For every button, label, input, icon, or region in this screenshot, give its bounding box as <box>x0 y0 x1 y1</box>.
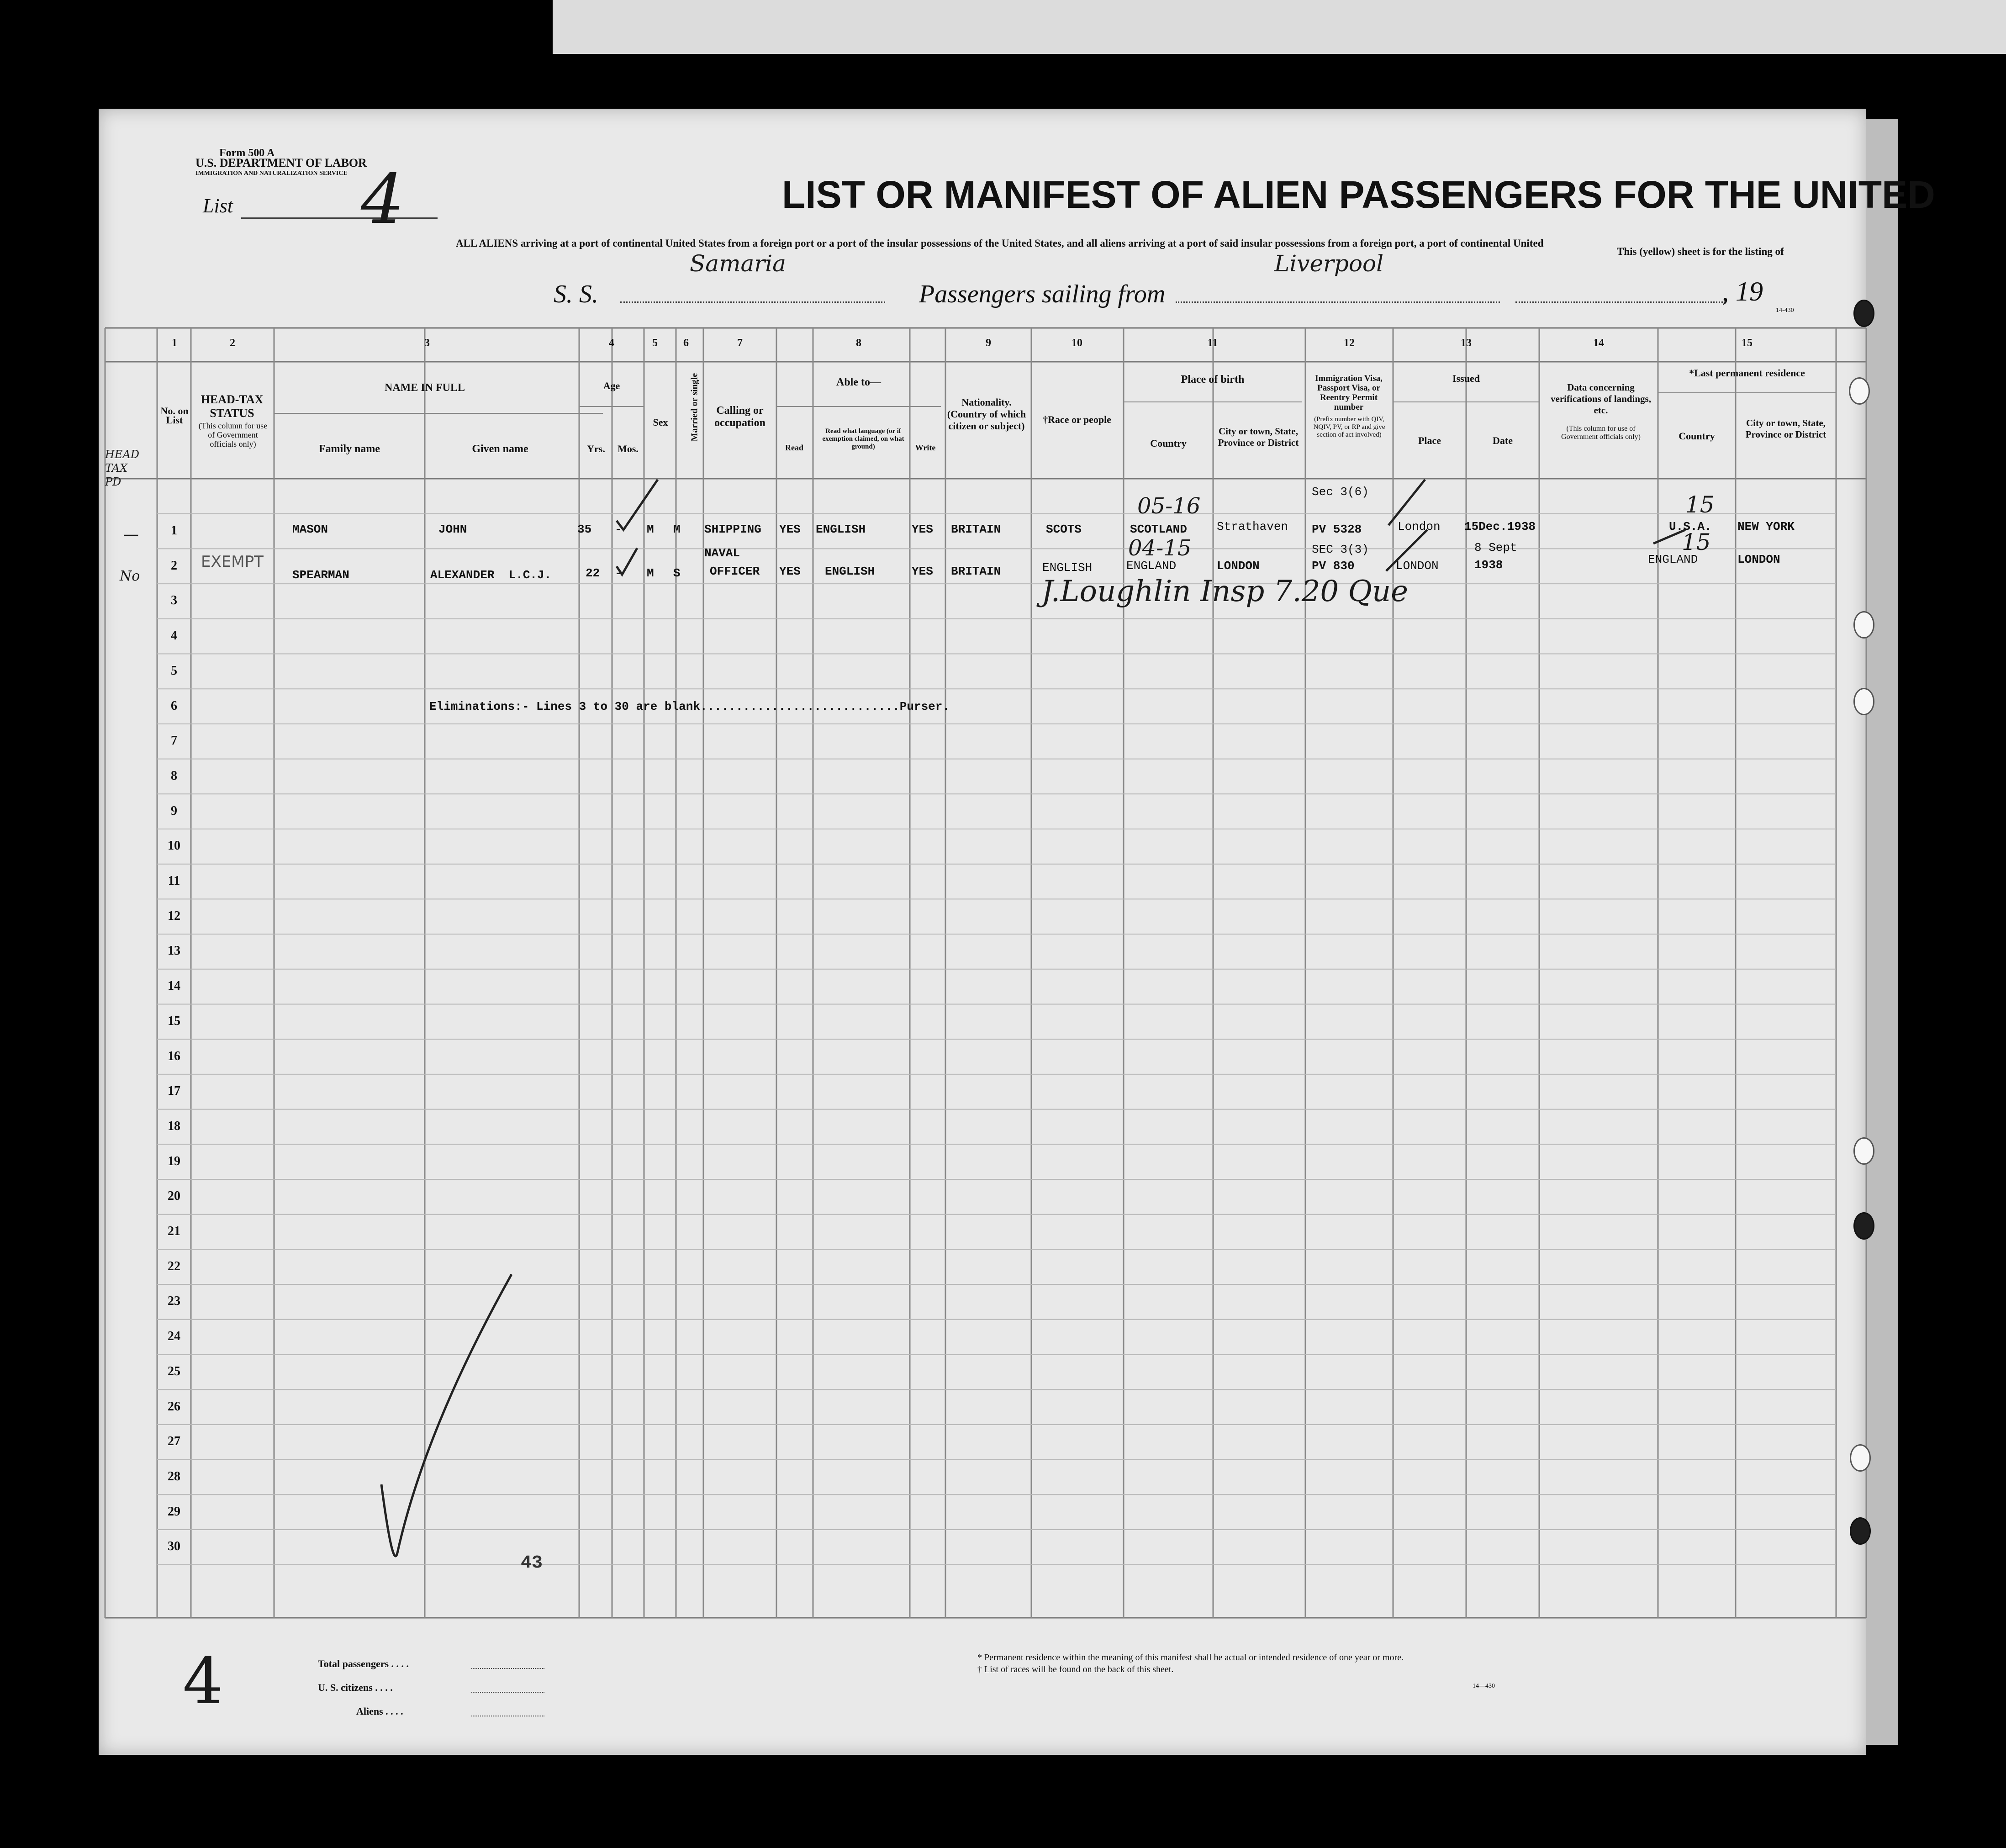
line-number: 18 <box>168 1119 180 1133</box>
issued-place: LONDON <box>1396 559 1439 573</box>
header-yrs: Yrs. <box>587 443 605 454</box>
residence-code: 15 <box>1685 491 1715 518</box>
line-number: 29 <box>168 1504 180 1519</box>
line-number: 4 <box>171 628 177 643</box>
list-number: 4 <box>361 160 405 239</box>
language: ENGLISH <box>825 565 875 578</box>
inspector-signature: J.Loughlin Insp 7.20 Que <box>1041 575 1409 608</box>
column-number: 6 <box>683 337 689 349</box>
header-write: Write <box>915 443 936 452</box>
header-race: †Race or people <box>1043 414 1111 425</box>
line-number: 26 <box>168 1399 180 1414</box>
column-number: 13 <box>1461 337 1472 349</box>
birth-country: SCOTLAND <box>1130 523 1187 536</box>
header-family-name: Family name <box>319 443 380 455</box>
birth-city: Strathaven <box>1217 520 1288 533</box>
aliens-label: Aliens . . . . <box>356 1705 403 1717</box>
married-or-single: M <box>673 523 681 536</box>
header-nationality: Nationality. (Country of which citizen or subject) <box>947 396 1026 432</box>
line-number: 22 <box>168 1259 180 1273</box>
age-years: 35 <box>577 523 592 536</box>
line-number: 25 <box>168 1364 180 1378</box>
header-read: Read <box>785 443 803 452</box>
header-sex: Sex <box>653 417 668 428</box>
given-name: ALEXANDER L.C.J. <box>430 568 552 582</box>
given-name: JOHN <box>438 523 467 536</box>
line-number: 27 <box>168 1434 180 1449</box>
header-last-residence: *Last permanent residence <box>1689 367 1805 379</box>
header-age: Age <box>603 380 620 391</box>
occupation-line-1: NAVAL <box>704 546 740 560</box>
residence-country: U.S.A. <box>1669 520 1712 533</box>
header-no-on-list: No. on List <box>160 405 189 426</box>
occupation: OFFICER <box>710 565 760 578</box>
footer-form-code: 14—430 <box>1473 1683 1495 1690</box>
row-1-margin-mark: — <box>123 525 139 544</box>
head-tax-status: EXEMPT <box>201 553 264 571</box>
year-label: , 19 <box>1722 276 1763 306</box>
line-number: 20 <box>168 1189 180 1204</box>
can-read: YES <box>779 523 801 536</box>
service-name: IMMIGRATION AND NATURALIZATION SERVICE <box>195 170 348 177</box>
line-number: 11 <box>168 874 180 888</box>
us-citizens-line <box>471 1692 544 1693</box>
form-title: LIST OR MANIFEST OF ALIEN PASSENGERS FOR THE UNITED <box>782 173 1935 216</box>
ship-line <box>620 301 885 303</box>
form-code: 14-430 <box>1776 307 1794 314</box>
header-place-of-birth: Place of birth <box>1181 374 1245 385</box>
line-number: 16 <box>168 1049 180 1063</box>
header-able-to: Able to— <box>836 376 881 388</box>
line-number: 14 <box>168 979 180 993</box>
line-number: 28 <box>168 1469 180 1484</box>
header-birth-country: Country <box>1150 438 1187 449</box>
sex: M <box>647 523 654 536</box>
language: ENGLISH <box>816 523 866 536</box>
row-2-margin-mark: No <box>120 568 140 584</box>
total-passengers-line <box>471 1668 544 1669</box>
page-number-handwritten: 4 <box>183 1644 224 1719</box>
race: SCOTS <box>1046 523 1082 536</box>
line-number: 15 <box>168 1014 180 1028</box>
header-issued-date: Date <box>1493 435 1513 446</box>
column-number: 8 <box>856 337 861 349</box>
column-number: 7 <box>737 337 743 349</box>
stamp-number: 43 <box>521 1553 543 1573</box>
header-res-city: City or town, State, Province or District <box>1745 417 1827 440</box>
line-number: 9 <box>171 803 177 818</box>
binder-hole <box>1849 377 1870 405</box>
footnote-races: † List of races will be found on the back of this sheet. <box>977 1664 1174 1674</box>
binder-hole <box>1853 611 1874 639</box>
family-name: SPEARMAN <box>292 568 349 582</box>
age-years: 22 <box>586 566 600 580</box>
line-number: 7 <box>171 734 177 748</box>
eliminations-note: Eliminations:- Lines 3 to 30 are blank............................Purser. <box>429 700 950 713</box>
form-instructions-2: This (yellow) sheet is for the listing of <box>1617 246 1784 257</box>
birth-city: LONDON <box>1217 559 1260 573</box>
header-name-in-full: NAME IN FULL <box>384 382 465 394</box>
column-number: 3 <box>424 337 430 349</box>
birth-code: 04-15 <box>1128 535 1192 561</box>
header-head-tax: HEAD-TAX STATUS <box>201 393 264 420</box>
visa-number: PV 830 <box>1312 559 1355 573</box>
binder-hole <box>1853 688 1874 715</box>
age-months: - <box>615 566 622 580</box>
line-number: 21 <box>168 1224 180 1238</box>
age-months: - <box>615 523 622 536</box>
can-read: YES <box>779 565 801 578</box>
line-number: 1 <box>171 523 177 538</box>
header-married: Married or single <box>689 373 700 442</box>
header-verification-note: (This column for use of Government officials only) <box>1561 425 1641 441</box>
column-number: 10 <box>1072 337 1082 349</box>
family-name: MASON <box>292 523 328 536</box>
issued-place: London <box>1398 520 1441 533</box>
column-number: 11 <box>1207 337 1218 349</box>
port-line <box>1176 301 1500 303</box>
column-number: 14 <box>1593 337 1604 349</box>
ship-name: Samaria <box>690 250 786 277</box>
line-number: 6 <box>171 698 177 713</box>
birth-country: ENGLAND <box>1126 559 1177 573</box>
binder-hole <box>1853 1212 1874 1240</box>
residence-code: 15 <box>1682 529 1711 555</box>
sailing-label: Passengers sailing from <box>919 280 1166 308</box>
residence-country: ENGLAND <box>1648 553 1698 566</box>
birth-code: 05-16 <box>1137 493 1201 519</box>
header-visa-note: (Prefix number with QIV, NQIV, PV, or RP and give section of act involved) <box>1313 416 1385 438</box>
head-tax-pd-note: HEAD TAX PD <box>105 448 140 488</box>
list-label: List <box>203 195 233 217</box>
can-write: YES <box>912 565 933 578</box>
header-head-tax-note: (This column for use of Government officials only) <box>198 421 268 449</box>
column-number: 4 <box>609 337 614 349</box>
header-issued-place: Place <box>1418 435 1441 446</box>
header-res-country: Country <box>1679 430 1715 442</box>
header-visa: Immigration Visa, Passport Visa, or Reentry Permit number <box>1315 374 1383 412</box>
header-birth-city: City or town, State, Province or District <box>1218 426 1299 448</box>
header-given-name: Given name <box>472 443 528 455</box>
form-instructions: ALL ALIENS arriving at a port of continental United States from a foreign port or a port of the insular possessions of the United States, and all aliens arriving at a port of said insular possessions from a foreign port, a port of continental United <box>456 238 1544 249</box>
can-write: YES <box>912 523 933 536</box>
header-verification: Data concerning verifications of landings, etc. <box>1551 382 1651 416</box>
issued-date: 15Dec.1938 <box>1464 520 1536 533</box>
column-number: 15 <box>1742 337 1753 349</box>
line-number: 19 <box>168 1154 180 1168</box>
visa-section: SEC 3(3) <box>1312 543 1369 556</box>
line-number: 12 <box>168 908 180 923</box>
line-number: 10 <box>168 839 180 853</box>
binder-hole <box>1850 1444 1871 1472</box>
line-number: 2 <box>171 558 177 573</box>
line-number: 13 <box>168 944 180 958</box>
line-number: 17 <box>168 1084 180 1098</box>
visa-number: PV 5328 <box>1312 523 1362 536</box>
column-number: 1 <box>172 337 177 349</box>
form-number: Form 500 A <box>219 147 275 159</box>
header-read-language: Read what language (or if exemption claimed, on what ground) <box>822 428 904 450</box>
visa-section: Sec 3(6) <box>1312 485 1369 499</box>
sex: M <box>647 566 654 580</box>
column-number: 12 <box>1344 337 1355 349</box>
race: ENGLISH <box>1042 561 1093 575</box>
nationality: BRITAIN <box>951 565 1001 578</box>
header-calling: Calling or occupation <box>714 405 765 429</box>
header-issued: Issued <box>1452 373 1480 384</box>
column-number: 5 <box>652 337 658 349</box>
line-number: 8 <box>171 768 177 783</box>
line-number: 5 <box>171 663 177 678</box>
date-line <box>1515 301 1726 303</box>
binder-hole <box>1853 1137 1874 1165</box>
column-number: 9 <box>986 337 991 349</box>
us-citizens-label: U. S. citizens . . . . <box>318 1682 393 1693</box>
sailing-port: Liverpool <box>1274 250 1384 277</box>
binder-hole <box>1853 300 1874 327</box>
total-passengers-label: Total passengers . . . . <box>318 1658 409 1669</box>
issued-date-line-1: 8 Sept <box>1474 541 1517 554</box>
binder-hole <box>1850 1517 1871 1545</box>
occupation: SHIPPING <box>704 523 761 536</box>
married-or-single: S <box>673 566 681 580</box>
line-number: 30 <box>168 1539 180 1554</box>
department-name: U.S. DEPARTMENT OF LABOR <box>195 156 367 169</box>
line-number: 3 <box>171 593 177 608</box>
line-number: 23 <box>168 1294 180 1309</box>
footnote-residence: * Permanent residence within the meaning of this manifest shall be actual or intended residence of one year or more. <box>977 1653 1404 1663</box>
list-line <box>241 217 438 219</box>
line-number: 24 <box>168 1329 180 1344</box>
column-number: 2 <box>230 337 235 349</box>
residence-city: NEW YORK <box>1737 520 1795 533</box>
issued-date: 1938 <box>1474 558 1503 572</box>
ss-label: S. S. <box>554 280 598 308</box>
residence-city: LONDON <box>1737 553 1780 566</box>
nationality: BRITAIN <box>951 523 1001 536</box>
header-mos: Mos. <box>618 443 639 454</box>
